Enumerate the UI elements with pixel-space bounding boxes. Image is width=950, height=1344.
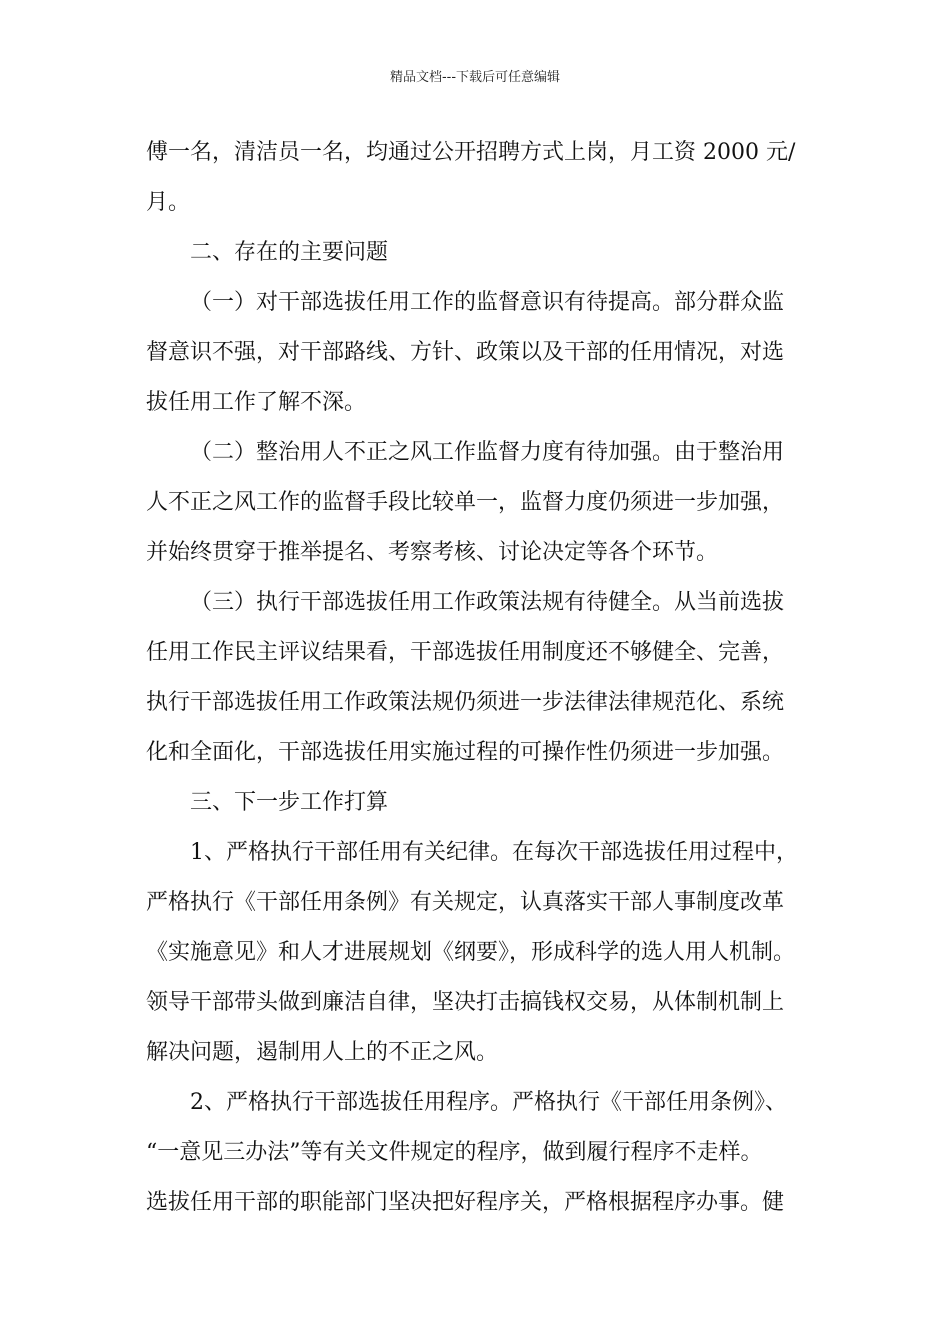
text-line: 严格执行《干部任用条例》有关规定，认真落实干部人事制度改革 — [146, 890, 785, 915]
text-line: （三）执行干部选拔任用工作政策法规有待健全。从当前选拔 — [190, 590, 785, 615]
text-line: 督意识不强，对干部路线、方针、政策以及干部的任用情况，对选 — [146, 340, 785, 365]
text-line: 2、严格执行干部选拔任用程序。严格执行《干部任用条例》、 — [190, 1090, 787, 1115]
text-line: 任用工作民主评议结果看，干部选拔任用制度还不够健全、完善， — [146, 640, 785, 665]
text-line: 三、下一步工作打算 — [190, 790, 389, 815]
text-line: 并始终贯穿于推举提名、考察考核、讨论决定等各个环节。 — [146, 540, 719, 565]
page-header: 精品文档---下载后可任意编辑 — [389, 70, 561, 85]
text-line: 人不正之风工作的监督手段比较单一，监督力度仍须进一步加强， — [146, 490, 785, 515]
text-line: 拔任用工作了解不深。 — [146, 390, 367, 415]
text-line: 执行干部选拔任用工作政策法规仍须进一步法律法律规范化、系统 — [146, 690, 785, 715]
text-line: 化和全面化，干部选拔任用实施过程的可操作性仍须进一步加强。 — [146, 740, 785, 765]
text-line: 月。 — [146, 190, 191, 215]
text-line: 1、严格执行干部任用有关纪律。在每次干部选拔任用过程中， — [190, 840, 798, 865]
text-line: “一意见三办法”等有关文件规定的程序，做到履行程序不走样。 — [146, 1140, 763, 1165]
text-line: 解决问题，遏制用人上的不正之风。 — [146, 1040, 499, 1065]
document-body — [146, 128, 818, 1228]
text-line: 傅一名，清洁员一名，均通过公开招聘方式上岗，月工资 2000 元/ — [146, 140, 796, 165]
text-line: 选拔任用干部的职能部门坚决把好程序关，严格根据程序办事。健 — [146, 1190, 785, 1215]
text-line: （二）整治用人不正之风工作监督力度有待加强。由于整治用 — [190, 440, 785, 465]
text-line: 二、存在的主要问题 — [190, 240, 389, 265]
text-line: 《实施意见》和人才进展规划《纲要》，形成科学的选人用人机制。 — [146, 940, 796, 965]
text-line: 领导干部带头做到廉洁自律，坚决打击搞钱权交易，从体制机制上 — [146, 990, 785, 1015]
text-line: （一）对干部选拔任用工作的监督意识有待提高。部分群众监 — [190, 290, 785, 315]
